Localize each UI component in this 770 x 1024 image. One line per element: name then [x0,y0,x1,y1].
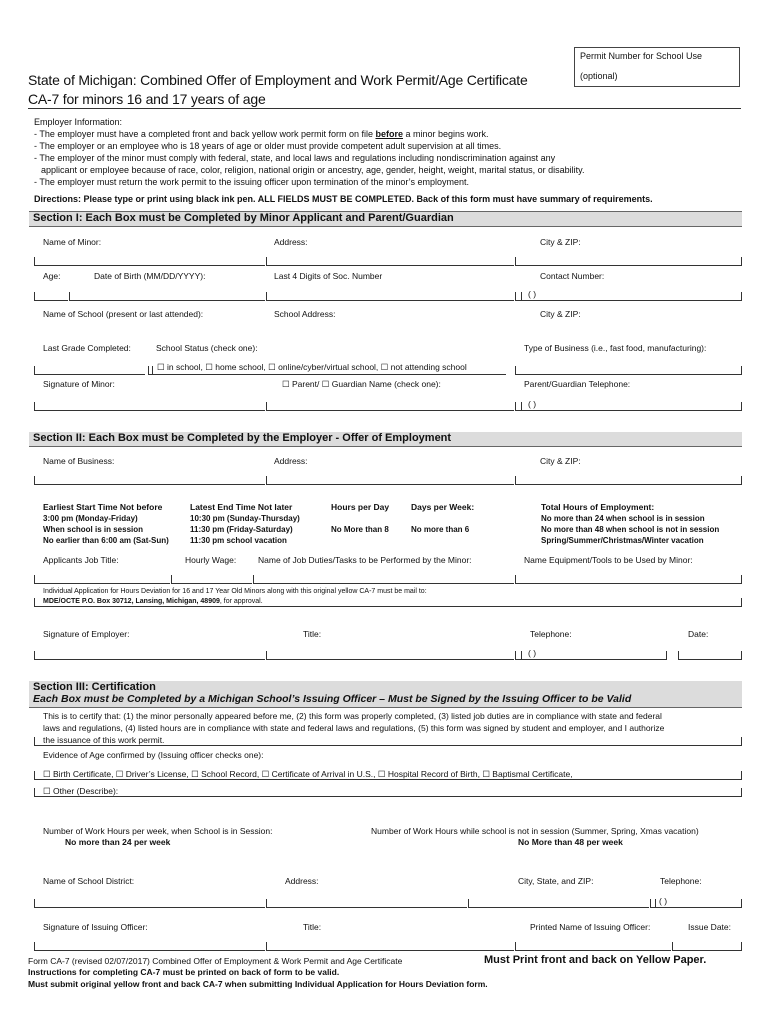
submission-note: Must submit original yellow front and back CA-7 when submitting Individual Application for Hours Deviation form. [28,979,488,989]
contact-number-label: Contact Number: [540,271,605,281]
job-duties-label: Name of Job Duties/Tasks to be Performed by the Minor: [258,555,472,565]
section1-heading: Section I: Each Box must be Completed by Minor Applicant and Parent/Guardian [29,211,742,227]
evidence-other[interactable]: ☐ Other (Describe): [43,786,119,796]
employer-date-field[interactable] [678,651,742,660]
district-city-label: City, State, and ZIP: [518,876,594,886]
employer-date-label: Date: [688,629,709,639]
end-time-heading: Latest End Time Not later [190,502,293,512]
end-time-line-3: 11:30 pm school vacation [190,536,287,545]
job-title-field[interactable] [34,575,170,584]
last-grade-field[interactable] [34,366,145,375]
hourly-wage-field[interactable] [171,575,252,584]
days-per-week-value: No more than 6 [411,525,470,534]
minor-city-zip-field[interactable] [515,257,742,266]
age-label: Age: [43,271,61,281]
employer-info-bullet-1: - The employer must have a completed front and back yellow work permit form on file before a minor begins work. [34,129,489,139]
job-title-label: Applicants Job Title: [43,555,119,565]
other-describe-field[interactable] [34,788,742,797]
contact-number-field[interactable] [515,292,742,301]
parent-name-field[interactable] [266,402,514,411]
employer-title-field[interactable] [266,651,514,660]
signature-officer-label: Signature of Issuing Officer: [43,922,148,932]
section3-title: Section III: Certification [33,681,156,693]
school-status-options[interactable]: ☐ in school, ☐ home school, ☐ online/cyber/virtual school, ☐ not attending school [157,362,467,372]
business-name-field[interactable] [34,476,265,485]
signature-officer-field[interactable] [34,942,265,951]
officer-title-field[interactable] [266,942,514,951]
cert-box [34,737,742,746]
evidence-box [34,771,742,780]
age-field[interactable] [34,292,68,301]
deviation-box [34,598,742,607]
printed-name-label: Printed Name of Issuing Officer: [530,922,651,932]
business-address-label: Address: [274,456,308,466]
name-of-minor-label: Name of Minor: [43,237,102,247]
business-city-zip-field[interactable] [515,476,742,485]
school-city-zip-label: City & ZIP: [540,309,581,319]
equipment-label: Name Equipment/Tools to be Used by Minor: [524,555,693,565]
district-address-label: Address: [285,876,319,886]
school-address-label: School Address: [274,309,336,319]
total-hours-line-1: No more than 24 when school is in session [541,514,705,523]
employer-info-bullet-3a: - The employer of the minor must comply with federal, state, and local laws and regulations including nondiscrimination against any [34,153,556,163]
cert-line-1: This is to certify that: (1) the minor personally appeared before me, (2) this form was properly completed, (3) listed job duties are in compliance with state and federal [43,711,662,721]
section2-heading: Section II: Each Box must be Completed by the Employer - Offer of Employment [29,432,742,447]
signature-minor-label: Signature of Minor: [43,379,115,389]
officer-title-label: Title: [303,922,322,932]
field-tick [521,292,522,300]
issue-date-label: Issue Date: [688,922,731,932]
employer-telephone-label: Telephone: [530,629,572,639]
employer-title-label: Title: [303,629,322,639]
days-per-week-heading: Days per Week: [411,502,475,512]
parent-phone-label: Parent/Guardian Telephone: [524,379,631,389]
signature-minor-field[interactable] [34,402,265,411]
hours-not-session-label: Number of Work Hours while school is not in session (Summer, Spring, Xmas vacation) [371,826,699,836]
cert-line-2: laws and regulations, (4) listed hours are in compliance with state and federal laws and regulations, (5) this form was signed by student and employer, and I authorize [43,723,665,733]
form-subtitle: CA-7 for minors 16 and 17 years of age [28,91,266,107]
total-hours-heading: Total Hours of Employment: [541,502,655,512]
signature-employer-label: Signature of Employer: [43,629,130,639]
evidence-options[interactable]: ☐ Birth Certificate, ☐ Driver’s License, ☐ School Record, ☐ Certificate of Arrival in U.S., ☐ Hospital Record of Birth, ☐ Baptismal Certificate, [43,769,573,779]
hours-per-day-heading: Hours per Day [331,502,390,512]
school-status-label: School Status (check one): [156,343,258,353]
equipment-field[interactable] [515,575,742,584]
school-name-label: Name of School (present or last attended): [43,309,204,319]
employer-info-heading: Employer Information: [34,117,123,127]
field-tick [152,366,153,374]
parent-phone-paren: ( ) [528,399,537,409]
start-time-line-1: 3:00 pm (Monday-Friday) [43,514,138,523]
hours-in-session-value: No more than 24 per week [65,837,171,847]
parent-guardian-label[interactable]: ☐ Parent/ ☐ Guardian Name (check one): [282,379,441,389]
dob-field[interactable] [69,292,265,301]
hours-per-day-value: No More than 8 [331,525,389,534]
section3-heading [29,681,742,708]
form-title: State of Michigan: Combined Offer of Employment and Work Permit/Age Certificate [28,72,528,88]
permit-optional-label: (optional) [580,71,618,81]
start-time-line-2: When school is in session [43,525,144,534]
employer-telephone-field[interactable] [515,651,667,660]
district-telephone-label: Telephone: [660,876,702,886]
business-type-label: Type of Business (i.e., fast food, manufacturing): [524,343,707,353]
signature-employer-field[interactable] [34,651,265,660]
total-hours-line-3: Spring/Summer/Christmas/Winter vacation [541,536,704,545]
district-phone-paren: ( ) [659,896,668,906]
cert-line-3: the issuance of this work permit. [43,735,165,745]
hours-in-session-label: Number of Work Hours per week, when School is in Session: [43,826,273,836]
employer-info-bullet-4: - The employer must return the work permit to the issuing officer upon termination of the minor’s employment. [34,177,470,187]
minor-address-field[interactable] [266,257,514,266]
hourly-wage-label: Hourly Wage: [185,555,237,565]
form-id: Form CA-7 (revised 02/07/2017) Combined Offer of Employment & Work Permit and Age Certificate [28,956,403,966]
start-time-line-3: No earlier than 6:00 am (Sat-Sun) [43,536,169,545]
parent-phone-field[interactable] [515,402,742,411]
end-time-line-2: 11:30 pm (Friday-Saturday) [190,525,293,534]
issue-date-field[interactable] [672,942,742,951]
instructions-note: Instructions for completing CA-7 must be printed on back of form to be valid. [28,967,340,977]
section3-subheading: Each Box must be Completed by a Michigan School’s Issuing Officer – Must be Signed by the Issuing Officer to be Valid [33,693,632,705]
ssn-field[interactable] [266,292,514,301]
dob-label: Date of Birth (MM/DD/YYYY): [94,271,206,281]
district-address-field[interactable] [266,899,467,908]
contact-paren: ( ) [528,289,537,299]
printed-name-field[interactable] [515,942,671,951]
employer-info-bullet-2: - The employer or an employee who is 18 years of age or older must provide competent adult supervision at all times. [34,141,502,151]
deviation-note-2: MDE/OCTE P.O. Box 30712, Lansing, Michigan, 48909, for approval. [43,598,263,605]
name-of-minor-field[interactable] [34,257,265,266]
directions: Directions: Please type or print using black ink pen. ALL FIELDS MUST BE COMPLETED. Back of this form must have summary of requirements. [34,194,653,204]
business-name-label: Name of Business: [43,456,115,466]
job-duties-field[interactable] [253,575,514,584]
yellow-paper-note: Must Print front and back on Yellow Paper. [484,954,707,966]
permit-number-label: Permit Number for School Use [580,51,703,61]
start-time-heading: Earliest Start Time Not before [43,502,163,512]
minor-city-zip-label: City & ZIP: [540,237,581,247]
field-tick [521,402,522,410]
employer-phone-paren: ( ) [528,648,537,658]
evidence-label: Evidence of Age confirmed by (Issuing officer checks one): [43,750,264,760]
ssn-label: Last 4 Digits of Soc. Number [274,271,383,281]
district-field[interactable] [34,899,265,908]
field-tick [521,651,522,659]
title-divider [28,108,741,109]
business-address-field[interactable] [266,476,514,485]
end-time-line-1: 10:30 pm (Sunday-Thursday) [190,514,300,523]
district-label: Name of School District: [43,876,135,886]
field-tick [655,899,656,907]
minor-address-label: Address: [274,237,308,247]
employer-info-bullet-3b: applicant or employee because of race, color, religion, national origin or ancestry, age, gender, height, weight, marital status, or disability. [41,165,585,175]
district-city-field[interactable] [468,899,649,908]
hours-not-session-value: No More than 48 per week [518,837,623,847]
business-type-field[interactable] [515,366,742,375]
last-grade-label: Last Grade Completed: [43,343,131,353]
business-city-zip-label: City & ZIP: [540,456,581,466]
deviation-note-1: Individual Application for Hours Deviation for 16 and 17 Year Old Minors along with this original yellow CA-7 must be mail to: [43,588,427,595]
total-hours-line-2: No more than 48 when school is not in session [541,525,720,534]
